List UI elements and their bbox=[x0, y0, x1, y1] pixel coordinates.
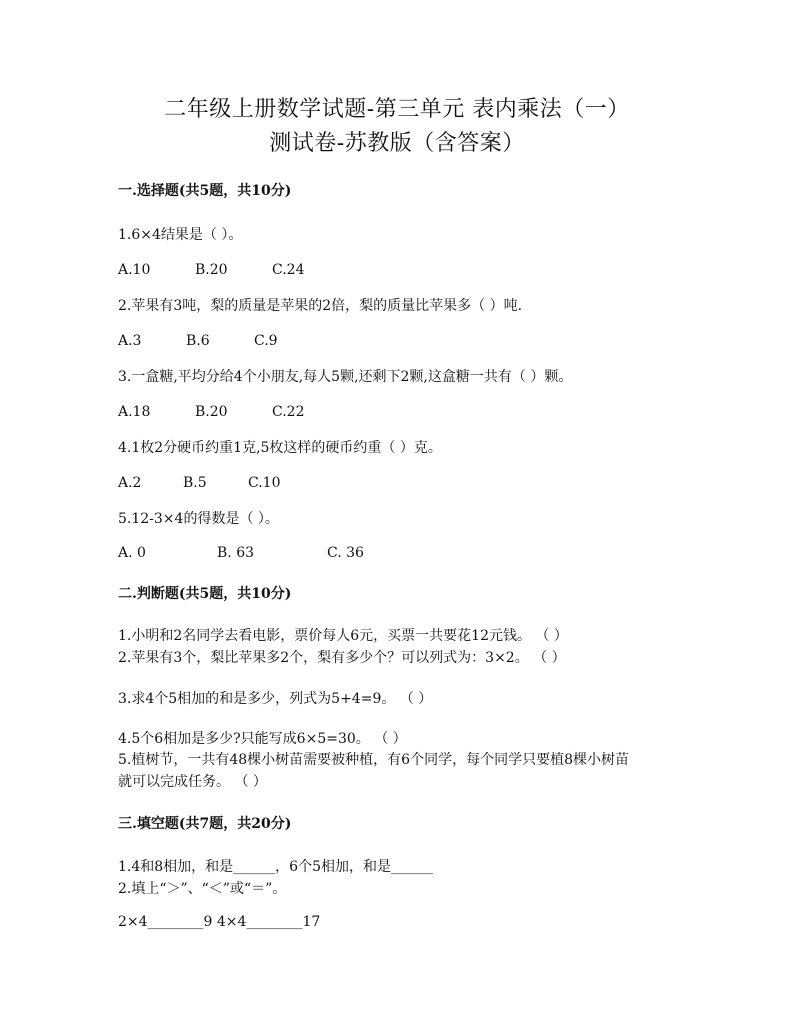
fill-in-item-2-blanks: 2×4________9 4×4________17 bbox=[118, 914, 321, 930]
judgement-item-4: 4.5个6相加是多少?只能写成6×5=30。 （ ） bbox=[118, 731, 407, 747]
question-1-options bbox=[118, 260, 304, 280]
title-line-1: 二年级上册数学试题-第三单元 表内乘法（一） bbox=[164, 97, 630, 122]
judgement-item-3: 3.求4个5相加的和是多少，列式为5+4=9。 （ ） bbox=[118, 691, 433, 707]
section-heading-fill-in: 三.填空题(共7题，共20分) bbox=[118, 816, 292, 832]
judgement-item-2: 2.苹果有3个，梨比苹果多2个，梨有多少个？可以列式为：3×2。 （ ） bbox=[118, 650, 566, 666]
question-3-options bbox=[118, 402, 304, 422]
question-2-options bbox=[118, 331, 278, 351]
question-5-options bbox=[118, 543, 364, 563]
section-heading-multiple-choice: 一.选择题(共5题，共10分) bbox=[118, 183, 292, 199]
judgement-item-5: 5.植树节，一共有48棵小树苗需要被种植，有6个同学，每个同学只要植8棵小树苗 bbox=[118, 752, 629, 768]
fill-in-item-2: 2.填上“＞”、“＜”或“＝”。 bbox=[118, 881, 287, 897]
judgement-item-5-continued: 就可以完成任务。 （ ） bbox=[118, 774, 267, 790]
option-c: C.22 bbox=[272, 404, 305, 420]
option-a: A.2 bbox=[118, 475, 142, 491]
option-a: A. 0 bbox=[118, 545, 146, 561]
fill-in-item-1: 1.4和8相加，和是______，6个5相加，和是______ bbox=[118, 859, 433, 875]
option-c: C.24 bbox=[272, 262, 305, 278]
question-2: 2.苹果有3吨，梨的质量是苹果的2倍，梨的质量比苹果多（ ）吨. bbox=[118, 298, 523, 314]
option-b: B.20 bbox=[195, 262, 228, 278]
option-b: B.6 bbox=[186, 333, 210, 349]
question-5: 5.12-3×4的得数是（ ）。 bbox=[118, 511, 279, 527]
title-line-2: 测试卷-苏教版（含答案） bbox=[269, 131, 525, 156]
option-c: C.10 bbox=[248, 475, 281, 491]
section-heading-true-false: 二.判断题(共5题，共10分) bbox=[118, 586, 292, 602]
option-a: A.3 bbox=[118, 333, 142, 349]
option-c: C.9 bbox=[254, 333, 278, 349]
option-a: A.10 bbox=[118, 262, 151, 278]
option-a: A.18 bbox=[118, 404, 151, 420]
question-1: 1.6×4结果是（ ）。 bbox=[118, 227, 243, 243]
option-b: B.20 bbox=[195, 404, 228, 420]
question-4: 4.1枚2分硬币约重1克,5枚这样的硬币约重（ ）克。 bbox=[118, 440, 442, 456]
option-c: C. 36 bbox=[327, 545, 364, 561]
question-3: 3.一盒糖,平均分给4个小朋友,每人5颗,还剩下2颗,这盒糖一共有（ ）颗。 bbox=[118, 369, 573, 385]
option-b: B. 63 bbox=[217, 545, 255, 561]
judgement-item-1: 1.小明和2名同学去看电影，票价每人6元，买票一共要花12元钱。 （ ） bbox=[118, 628, 568, 644]
option-b: B.5 bbox=[183, 475, 207, 491]
question-4-options bbox=[118, 473, 280, 493]
